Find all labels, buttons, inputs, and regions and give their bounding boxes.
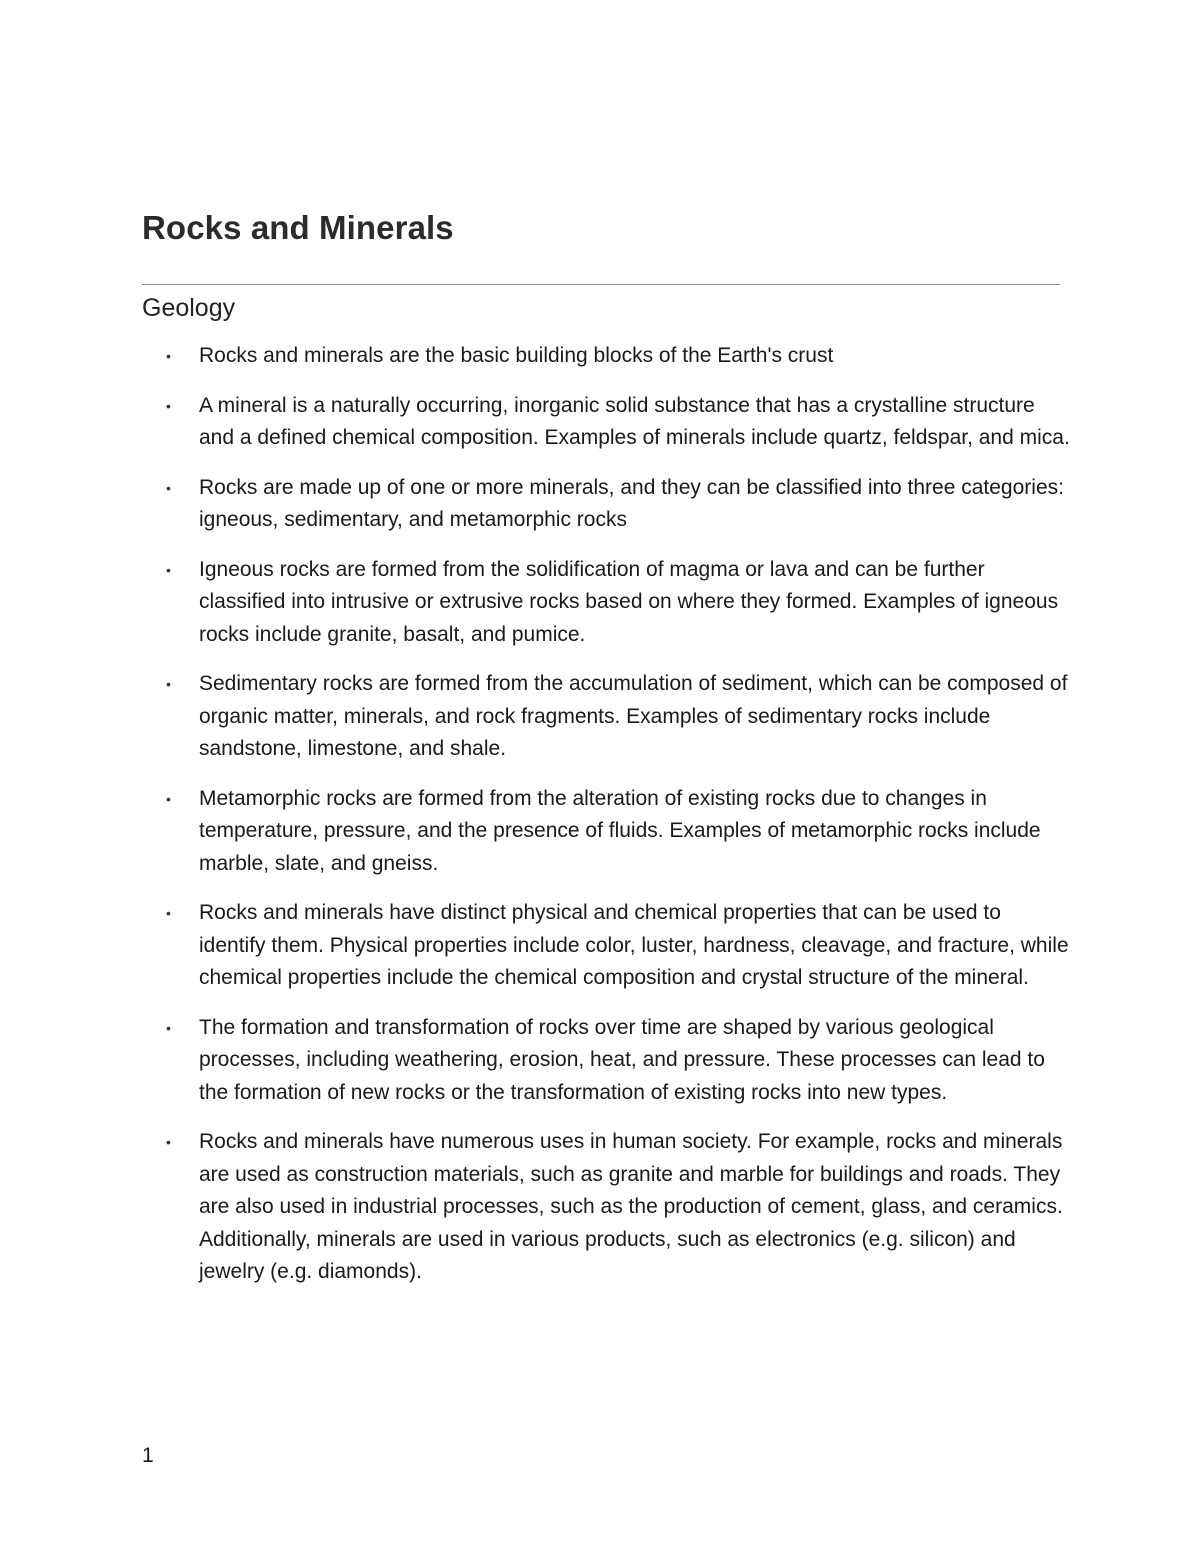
bullet-icon: • bbox=[166, 1019, 171, 1036]
bullet-icon: • bbox=[166, 905, 171, 921]
list-item bbox=[142, 390, 1072, 455]
section-heading: Geology bbox=[142, 294, 236, 322]
bullet-icon: • bbox=[166, 1134, 171, 1150]
document-title: Rocks and Minerals bbox=[142, 209, 454, 246]
bullet-icon: • bbox=[166, 561, 171, 578]
list-item-text: Igneous rocks are formed from the solidification of magma or lava and can be further classified into intrusive or extrusive rocks based on where they formed. Examples of igneous rocks include granite, basalt, and pumice. bbox=[199, 557, 1059, 646]
list-item bbox=[142, 1012, 1072, 1110]
list-item-text: Rocks and minerals have numerous uses in human society. For example, rocks and minerals are used as construction materials, such as granite and marble for buildings and roads. They are also used in industrial processes, such as the production of cement, glass, and ceramics. Additionally, minerals are used in various products, such as electronics (e.g. silicon) and jewelry (e.g. diamonds). bbox=[199, 1130, 1063, 1283]
bullet-icon: • bbox=[166, 397, 171, 414]
list-item-text: A mineral is a naturally occurring, inorganic solid substance that has a crystalline structure and a defined chemical composition. Examples of minerals include quartz, feldspar, and mica. bbox=[199, 393, 1070, 449]
bullet-icon: • bbox=[166, 790, 171, 807]
list-item bbox=[142, 472, 1072, 537]
list-item bbox=[142, 1126, 1072, 1289]
list-item bbox=[142, 340, 1072, 373]
list-item bbox=[142, 897, 1072, 995]
list-item-text: Rocks and minerals are the basic building blocks of the Earth's crust bbox=[199, 344, 834, 367]
page-number: 1 bbox=[142, 1444, 154, 1467]
list-item-text: The formation and transformation of rocks over time are shaped by various geological processes, including weathering, erosion, heat, and pressure. These processes can lead to the formation of new rocks or the transformation of existing rocks into new types. bbox=[199, 1015, 1045, 1104]
list-item-text: Rocks are made up of one or more minerals, and they can be classified into three categories: igneous, sedimentary, and metamorphic rocks bbox=[199, 475, 1064, 531]
list-item-text: Metamorphic rocks are formed from the alteration of existing rocks due to changes in temperature, pressure, and the presence of fluids. Examples of metamorphic rocks include marble, slate, and gneiss. bbox=[199, 786, 1041, 875]
list-item bbox=[142, 783, 1072, 881]
title-divider bbox=[142, 284, 1060, 285]
list-item bbox=[142, 668, 1072, 766]
bullet-icon: • bbox=[166, 479, 171, 496]
list-item-text: Sedimentary rocks are formed from the accumulation of sediment, which can be composed of organic matter, minerals, and rock fragments. Examples of sedimentary rocks include sandstone, limestone, and shale. bbox=[199, 672, 1068, 760]
list-item bbox=[142, 554, 1072, 652]
bullet-list bbox=[142, 340, 1072, 1306]
bullet-icon: • bbox=[166, 348, 171, 364]
bullet-icon: • bbox=[166, 676, 171, 692]
list-item-text: Rocks and minerals have distinct physical and chemical properties that can be used to identify them. Physical properties include color, luster, hardness, cleavage, and fracture, while chemical properties include the chemical composition and crystal structure of the mineral. bbox=[199, 901, 1069, 989]
